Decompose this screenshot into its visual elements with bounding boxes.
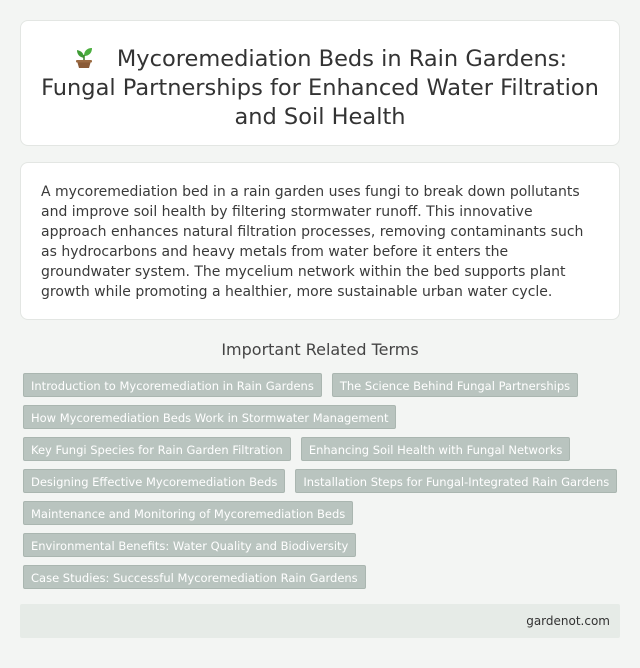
related-terms-heading: Important Related Terms bbox=[221, 340, 419, 359]
term-row bbox=[23, 501, 623, 525]
term-tag[interactable]: Introduction to Mycoremediation in Rain Gardens bbox=[23, 373, 322, 397]
term-tag[interactable]: Case Studies: Successful Mycoremediation Rain Gardens bbox=[23, 565, 366, 589]
term-tag[interactable]: Designing Effective Mycoremediation Beds bbox=[23, 469, 285, 493]
footer-site-link[interactable]: gardenot.com bbox=[526, 614, 610, 628]
term-row bbox=[23, 437, 623, 461]
term-row bbox=[23, 533, 623, 557]
term-tag[interactable]: The Science Behind Fungal Partnerships bbox=[332, 373, 578, 397]
title-card bbox=[20, 20, 620, 146]
term-tag[interactable]: Environmental Benefits: Water Quality and Biodiversity bbox=[23, 533, 356, 557]
term-tag[interactable]: Key Fungi Species for Rain Garden Filtration bbox=[23, 437, 291, 461]
term-row bbox=[23, 405, 623, 429]
term-row bbox=[23, 565, 623, 589]
sprout-icon bbox=[73, 45, 95, 69]
page-title-text: Mycoremediation Beds in Rain Gardens: Fungal Partnerships for Enhanced Water Filtration and Soil Health bbox=[41, 46, 599, 130]
footer bbox=[20, 604, 620, 638]
related-terms-list bbox=[23, 373, 623, 597]
term-row bbox=[23, 469, 623, 493]
description-card bbox=[20, 162, 620, 320]
term-tag[interactable]: Installation Steps for Fungal-Integrated Rain Gardens bbox=[295, 469, 617, 493]
page-title bbox=[41, 45, 599, 132]
term-row bbox=[23, 373, 623, 397]
description-text: A mycoremediation bed in a rain garden uses fungi to break down pollutants and improve soil health by filtering stormwater runoff. This innovative approach enhances natural filtration processes, removing contaminants such as hydrocarbons and heavy metals from water before it enters the groundwater system. The mycelium network within the bed supports plant growth while promoting a healthier, more sustainable urban water cycle. bbox=[41, 184, 584, 300]
term-tag[interactable]: How Mycoremediation Beds Work in Stormwater Management bbox=[23, 405, 396, 429]
term-tag[interactable]: Enhancing Soil Health with Fungal Networks bbox=[301, 437, 571, 461]
term-tag[interactable]: Maintenance and Monitoring of Mycoremediation Beds bbox=[23, 501, 353, 525]
